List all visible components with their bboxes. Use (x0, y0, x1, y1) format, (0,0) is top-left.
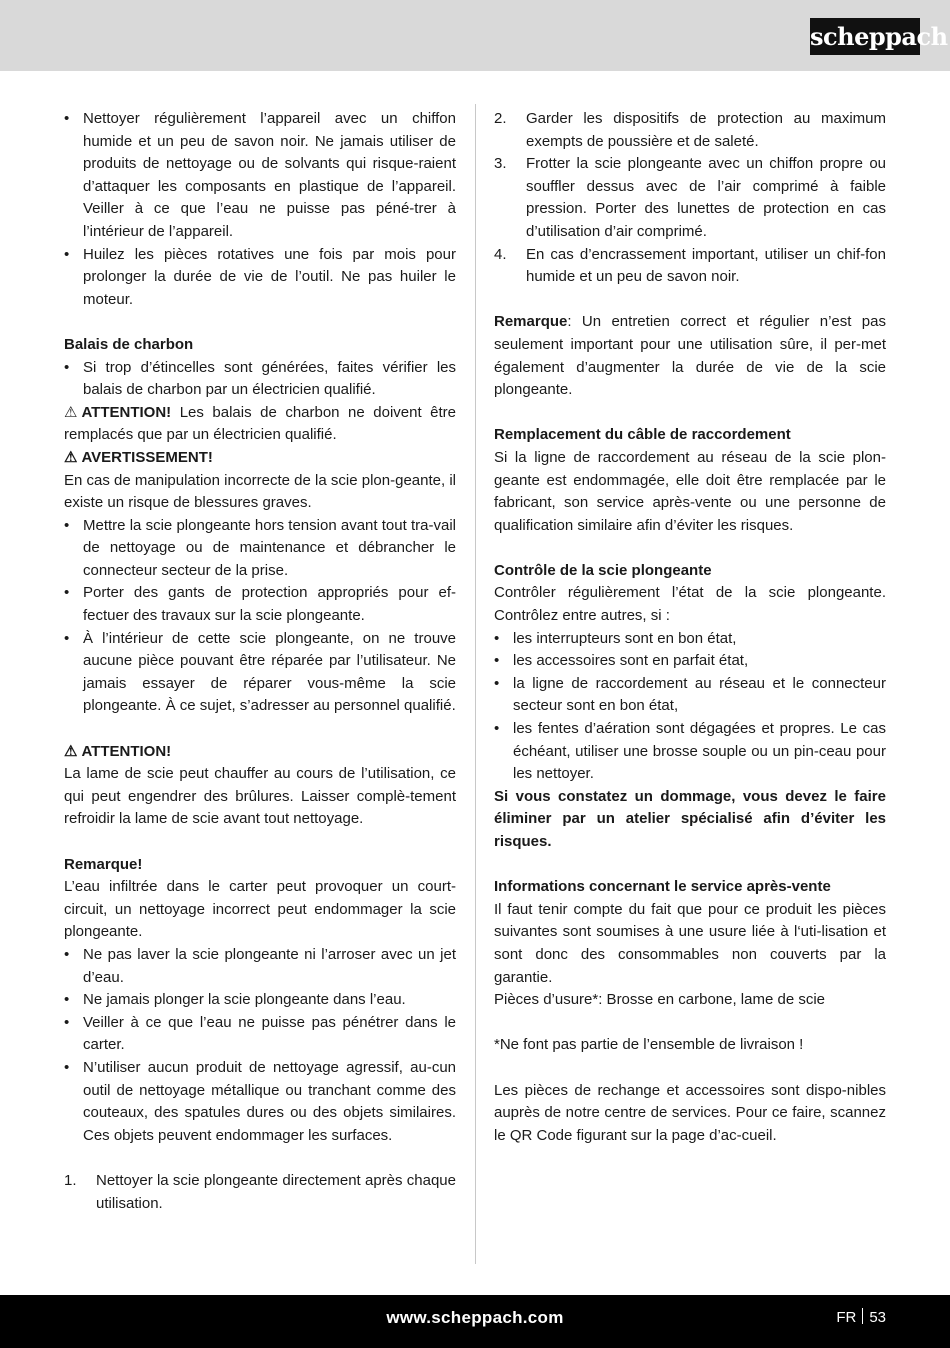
usure-text: Pièces d’usure*: Brosse en carbone, lame de scie (494, 991, 826, 1009)
list-item: • Porter des gants de protection appropriés pour ef-fectuer des travaux sur la scie plongeante. (64, 584, 456, 625)
list-item: • Si trop d’étincelles sont générées, faites vérifier les balais de charbon par un électricien qualifié. (64, 358, 456, 399)
list-item: • À l’intérieur de cette scie plongeante, on ne trouve aucune pièce pouvant être réparée par l’utilisateur. Ne jamais essayer de réparer vous-même la scie plongeante. À ce sujet, s’adresser au personnel qualifié. (64, 629, 456, 715)
language-code: FR (836, 1309, 857, 1326)
attention-text: La lame de scie peut chauffer au cours de l’utilisation, ce qui peut engendrer des brûlures. Laisser complè-tement refroidir la lame de scie avant tout nettoyage. (64, 765, 456, 828)
right-column (494, 108, 886, 1147)
warning-heading: ⚠ AVERTISSEMENT! (64, 447, 456, 470)
list-item: • N’utiliser aucun produit de nettoyage agressif, au-cun outil de nettoyage métallique ou tranchant comme des couteaux, des spatules dures ou des objets similaires. Ces objets peuvent endommager les surfaces. (64, 1058, 456, 1144)
livraison-note: *Ne font pas partie de l’ensemble de livraison ! (494, 1036, 804, 1054)
list-item: • Ne jamais plonger la scie plongeante dans l’eau. (64, 991, 406, 1009)
list-item: • Mettre la scie plongeante hors tension avant tout tra-vail de nettoyage ou de maintenance et débrancher le connecteur secteur de la prise. (64, 516, 456, 579)
numbered-step: 4. En cas d’encrassement important, utiliser un chif-fon humide et un peu de savon noir. (494, 245, 886, 286)
section-heading-cable: Remplacement du câble de raccordement (494, 426, 791, 444)
page-number (836, 1295, 886, 1341)
scheppach-logo: scheppach (810, 18, 920, 55)
numbered-step: 3. Frotter la scie plongeante avec un chiffon propre ou souffler dessus avec de l’air comprimé à faible pression. Porter des lunettes de protection en cas d’utilisation d’air comprimé. (494, 155, 886, 240)
page-number-value: 53 (869, 1309, 886, 1326)
list-item: • les interrupteurs sont en bon état, (494, 629, 737, 647)
list-item: • les fentes d’aération sont dégagées et propres. Le cas échéant, utiliser une brosse souple ou un pin-ceau pour les nettoyer. (494, 720, 886, 783)
warning-triangle-icon: ⚠ (64, 448, 78, 466)
list-item: • Nettoyer régulièrement l’appareil avec un chiffon humide et un peu de savon noir. Ne jamais utiliser de produits de nettoyage ou de solvants qui risque-raient d’attaquer les composants en plastique de l’appareil. Veiller à ce que l’eau ne puisse pas péné-trer à l’intérieur de l’appareil. (64, 110, 456, 240)
website-link[interactable]: www.scheppach.com (386, 1308, 564, 1327)
list-item: • la ligne de raccordement au réseau et le connecteur secteur sont en bon état, (494, 674, 886, 715)
warning-triangle-icon: ⚠ (64, 403, 78, 421)
numbered-step: 1. Nettoyer la scie plongeante directement après chaque utilisation. (64, 1171, 456, 1212)
dommage-text: Si vous constatez un dommage, vous devez le faire éliminer par un atelier spécialisé afin d’éviter les risques. (494, 787, 886, 850)
service-text: Il faut tenir compte du fait que pour ce produit les pièces suivantes sont soumises à une usure liée à l‘uti-lisation et sont donc des consommables non couverts par la garantie. (494, 900, 886, 986)
section-heading-controle: Contrôle de la scie plongeante (494, 561, 712, 579)
list-item: • Ne pas laver la scie plongeante ni l’arroser avec un jet d’eau. (64, 945, 456, 986)
section-heading-service: Informations concernant le service après-vente (494, 878, 831, 896)
list-item: • Huilez les pièces rotatives une fois par mois pour prolonger la durée de vie de l’outil. Ne pas huiler le moteur. (64, 245, 456, 308)
list-item: • les accessoires sont en parfait état, (494, 652, 749, 670)
page-footer (0, 1295, 950, 1348)
left-column (64, 108, 456, 1215)
remarque-heading: Remarque! (64, 855, 143, 873)
remarque-text: L’eau infiltrée dans le carter peut provoquer un court-circuit, un nettoyage incorrect peut endommager la scie plongeante. (64, 878, 456, 941)
remarque-note: Remarque: Un entretien correct et régulier n’est pas seulement important pour une utilisation sûre, il per-met également d’augmenter la durée de vie de la scie plongeante. (494, 313, 886, 399)
numbered-step: 2. Garder les dispositifs de protection au maximum exempts de poussière et de saleté. (494, 110, 886, 150)
column-divider (475, 104, 476, 1264)
controle-text: Contrôler régulièrement l’état de la scie plongeante. Contrôlez entre autres, si : (494, 584, 886, 625)
attention-note: ⚠ ATTENTION! Les balais de charbon ne doivent être remplacés que par un électricien qualifié. (64, 403, 456, 444)
attention-heading: ⚠ ATTENTION! (64, 741, 456, 764)
separator (862, 1308, 863, 1324)
warning-triangle-icon: ⚠ (64, 742, 78, 760)
warning-text: En cas de manipulation incorrecte de la scie plon-geante, il existe un risque de blessures graves. (64, 471, 456, 512)
list-item: • Veiller à ce que l’eau ne puisse pas pénétrer dans le carter. (64, 1013, 456, 1054)
cable-text: Si la ligne de raccordement au réseau de la scie plon-geante est endommagée, elle doit être remplacée par le fabricant, son service après-vente ou une personne de qualification similaire afin d’éviter les risques. (494, 448, 886, 534)
page-header (0, 0, 950, 71)
section-heading-balais: Balais de charbon (64, 335, 194, 353)
pieces-text: Les pièces de rechange et accessoires sont dispo-nibles auprès de notre centre de services. Pour ce faire, scannez le QR Code figurant sur la page d’ac-cueil. (494, 1081, 886, 1144)
